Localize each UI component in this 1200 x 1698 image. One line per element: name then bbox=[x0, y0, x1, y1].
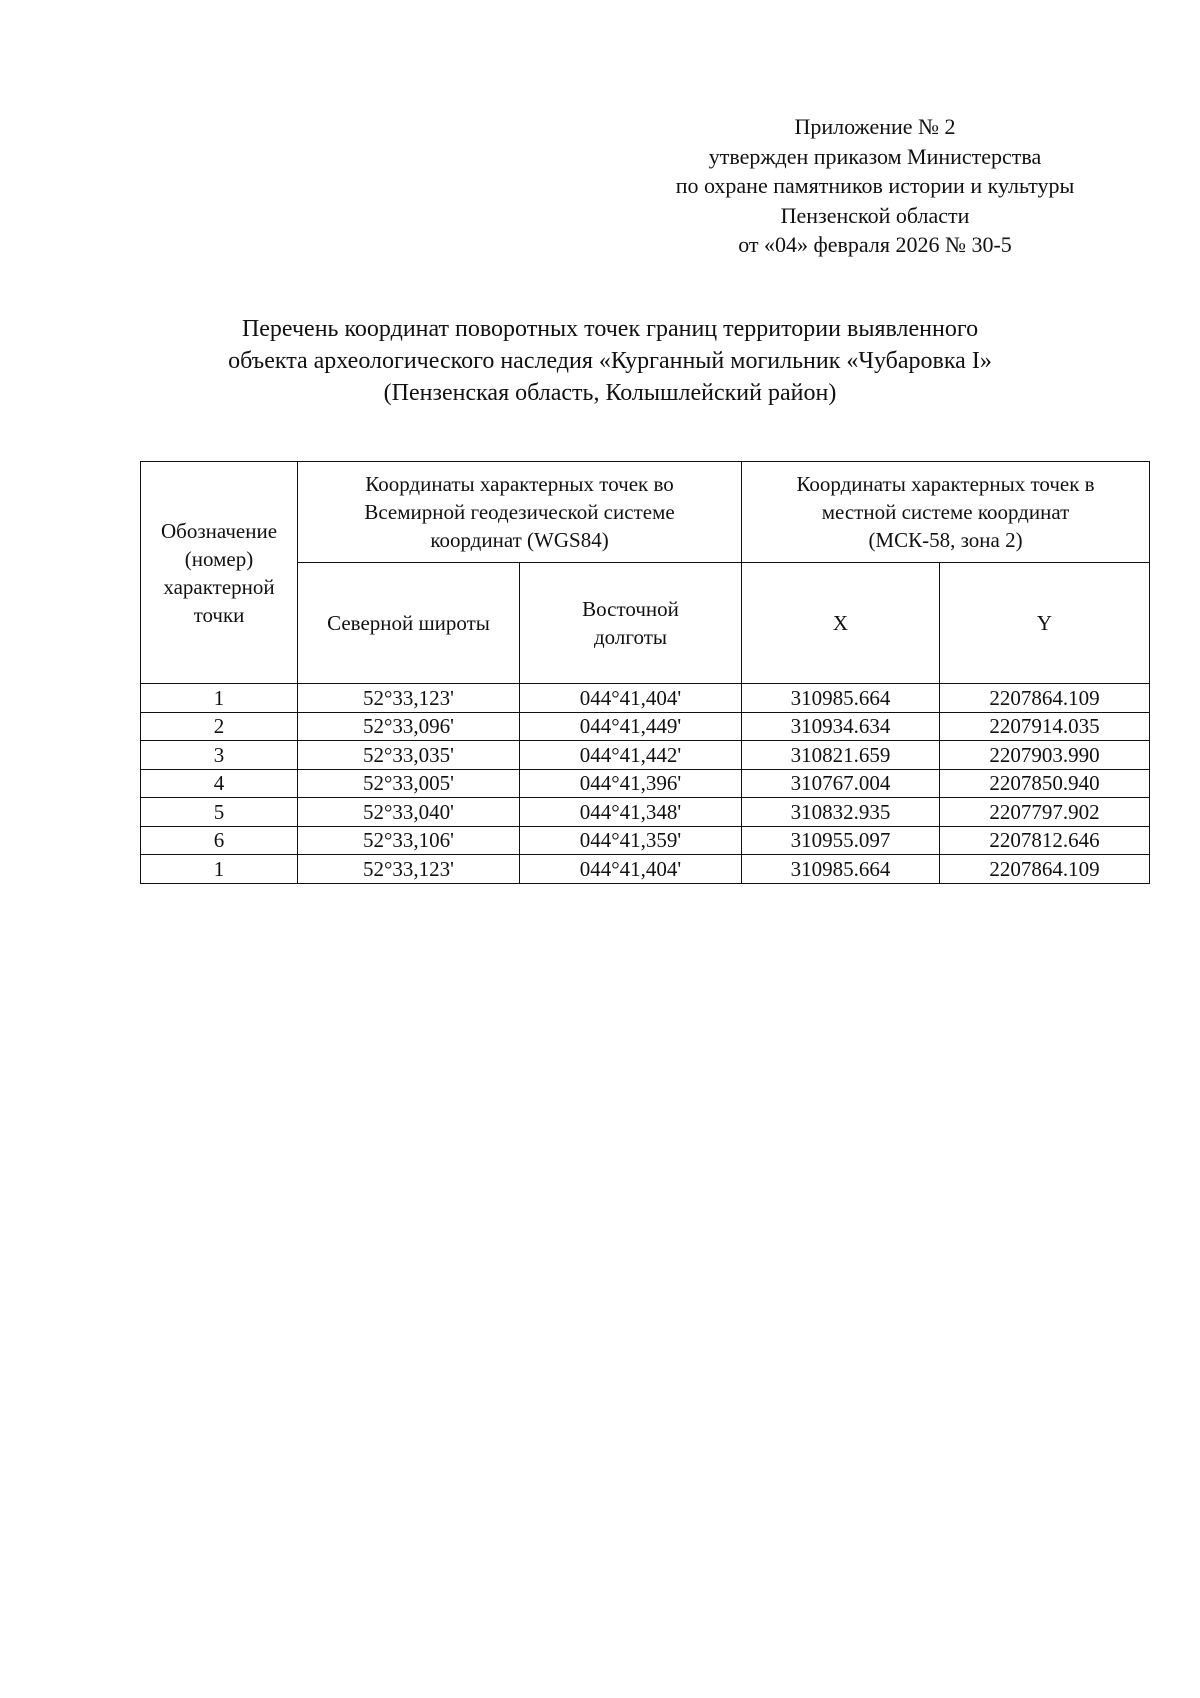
cell-point: 2 bbox=[141, 712, 298, 741]
cell-y: 2207797.902 bbox=[940, 798, 1150, 827]
header-wgs84-group: Координаты характерных точек во Всемирной геодезической системе координат (WGS84) bbox=[298, 462, 742, 563]
cell-x: 310821.659 bbox=[742, 741, 940, 770]
cell-longitude: 044°41,348' bbox=[520, 798, 742, 827]
title-line: (Пензенская область, Колышлейский район) bbox=[383, 380, 837, 406]
cell-y: 2207850.940 bbox=[940, 769, 1150, 798]
cell-longitude: 044°41,442' bbox=[520, 741, 742, 770]
cell-point: 5 bbox=[141, 798, 298, 827]
cell-point: 4 bbox=[141, 769, 298, 798]
cell-point: 3 bbox=[141, 741, 298, 770]
approval-line: от «04» февраля 2026 № 30-5 bbox=[738, 232, 1012, 257]
cell-x: 310934.634 bbox=[742, 712, 940, 741]
coordinates-table bbox=[140, 461, 1150, 884]
cell-longitude: 044°41,359' bbox=[520, 826, 742, 855]
cell-y: 2207864.109 bbox=[940, 855, 1150, 884]
title-line: Перечень координат поворотных точек границ территории выявленного bbox=[241, 316, 979, 342]
cell-x: 310832.935 bbox=[742, 798, 940, 827]
approval-line: Приложение № 2 bbox=[794, 114, 956, 139]
table-row bbox=[141, 798, 1150, 827]
cell-longitude: 044°41,396' bbox=[520, 769, 742, 798]
table-row bbox=[141, 769, 1150, 798]
cell-y: 2207812.646 bbox=[940, 826, 1150, 855]
cell-y: 2207864.109 bbox=[940, 684, 1150, 713]
document-title bbox=[140, 313, 1080, 409]
header-designation: Обозначение (номер) характерной точки bbox=[141, 462, 298, 684]
cell-longitude: 044°41,404' bbox=[520, 684, 742, 713]
approval-line: по охране памятников истории и культуры bbox=[675, 173, 1075, 198]
cell-longitude: 044°41,449' bbox=[520, 712, 742, 741]
cell-longitude: 044°41,404' bbox=[520, 855, 742, 884]
approval-line: утвержден приказом Министерства bbox=[708, 143, 1042, 169]
cell-latitude: 52°33,123' bbox=[298, 855, 520, 884]
cell-point: 6 bbox=[141, 826, 298, 855]
header-east-longitude: Восточной долготы bbox=[520, 563, 742, 684]
table-row bbox=[141, 741, 1150, 770]
cell-latitude: 52°33,005' bbox=[298, 769, 520, 798]
table-row bbox=[141, 712, 1150, 741]
cell-x: 310767.004 bbox=[742, 769, 940, 798]
cell-latitude: 52°33,096' bbox=[298, 712, 520, 741]
header-row-group bbox=[141, 462, 1150, 563]
cell-latitude: 52°33,040' bbox=[298, 798, 520, 827]
cell-latitude: 52°33,035' bbox=[298, 741, 520, 770]
header-x: X bbox=[742, 563, 940, 684]
title-line: объекта археологического наследия «Курганный могильник «Чубаровка I» bbox=[228, 348, 992, 374]
cell-x: 310955.097 bbox=[742, 826, 940, 855]
cell-x: 310985.664 bbox=[742, 855, 940, 884]
cell-latitude: 52°33,123' bbox=[298, 684, 520, 713]
cell-latitude: 52°33,106' bbox=[298, 826, 520, 855]
table-row bbox=[141, 855, 1150, 884]
cell-x: 310985.664 bbox=[742, 684, 940, 713]
approval-block bbox=[600, 112, 1150, 260]
header-y: Y bbox=[940, 563, 1150, 684]
cell-point: 1 bbox=[141, 684, 298, 713]
cell-y: 2207914.035 bbox=[940, 712, 1150, 741]
header-msk-group: Координаты характерных точек в местной системе координат (МСК-58, зона 2) bbox=[742, 462, 1150, 563]
cell-point: 1 bbox=[141, 855, 298, 884]
cell-y: 2207903.990 bbox=[940, 741, 1150, 770]
table-row bbox=[141, 826, 1150, 855]
table-row bbox=[141, 684, 1150, 713]
header-north-latitude: Северной широты bbox=[298, 563, 520, 684]
approval-line: Пензенской области bbox=[780, 202, 970, 228]
